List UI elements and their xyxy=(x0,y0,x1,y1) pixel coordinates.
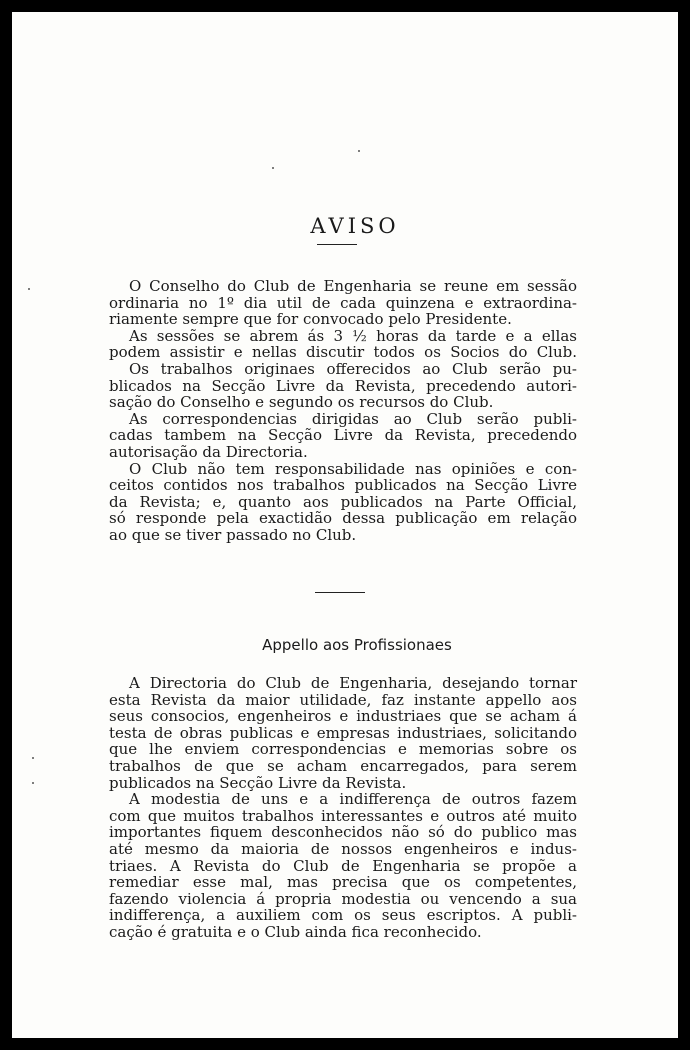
appello-line: com que muitos trabalhos interessantes e outros até muito xyxy=(109,806,577,825)
section-rule xyxy=(315,592,365,593)
aviso-line: da Revista; e, quanto aos publicados na Parte Official, xyxy=(109,492,577,511)
title-rule xyxy=(317,244,357,245)
appello-line: cação é gratuita e o Club ainda fica reconhecido. xyxy=(109,922,482,941)
appello-title: Appello aos Profissionaes xyxy=(262,636,452,654)
aviso-line: As correspondencias dirigidas ao Club serão publi- xyxy=(129,409,577,428)
aviso-line: cadas tambem na Secção Livre da Revista, precedendo xyxy=(109,426,577,445)
scan-speck xyxy=(32,782,34,784)
appello-line: testa de obras publicas e empresas industriaes, solicitando xyxy=(109,723,577,742)
appello-line: esta Revista da maior utilidade, faz instante appello aos xyxy=(109,690,577,709)
aviso-line: ao que se tiver passado no Club. xyxy=(109,525,357,544)
appello-line: publicados na Secção Livre da Revista. xyxy=(109,773,407,792)
appello-line: remediar esse mal, mas precisa que os competentes, xyxy=(109,873,577,892)
appello-line: até mesmo da maioria de nossos engenheiros e indus- xyxy=(109,839,577,858)
document-page xyxy=(12,12,678,1038)
appello-line: importantes fiquem desconhecidos não só do publico mas xyxy=(109,823,577,842)
aviso-body xyxy=(109,278,577,544)
aviso-line: blicados na Secção Livre da Revista, precedendo autori- xyxy=(109,376,577,395)
scan-speck xyxy=(32,757,34,759)
aviso-line: ordinaria no 1º dia util de cada quinzena e extraordina- xyxy=(109,293,577,312)
aviso-line: As sessões se abrem ás 3 ½ horas da tarde e a ellas xyxy=(129,326,577,345)
aviso-line: riamente sempre que for convocado pelo Presidente. xyxy=(109,310,512,329)
appello-line: A Directoria do Club de Engenharia, desejando tornar xyxy=(129,674,577,692)
appello-line: seus consocios, engenheiros e industriaes que se acham á xyxy=(109,707,577,726)
scan-speck xyxy=(358,150,360,152)
scan-speck xyxy=(28,288,30,290)
aviso-line: O Club não tem responsabilidade nas opiniões e con- xyxy=(129,459,577,478)
aviso-title: AVISO xyxy=(310,214,400,238)
appello-line: trabalhos de que se acham encarregados, para serem xyxy=(109,756,577,775)
aviso-line: sação do Conselho e segundo os recursos do Club. xyxy=(109,393,494,412)
aviso-line: ceitos contidos nos trabalhos publicados na Secção Livre xyxy=(109,476,577,495)
aviso-line: O Conselho do Club de Engenharia se reune em sessão xyxy=(129,277,577,295)
appello-body xyxy=(109,675,577,941)
aviso-line: só responde pela exactidão dessa publicação em relação xyxy=(109,509,577,528)
aviso-line: autorisação da Directoria. xyxy=(109,442,308,461)
appello-line: triaes. A Revista do Club de Engenharia se propõe a xyxy=(109,856,577,875)
appello-line: indifferença, a auxiliem com os seus escriptos. A publi- xyxy=(109,906,577,925)
aviso-line: podem assistir e nellas discutir todos os Socios do Club. xyxy=(109,343,577,362)
appello-line: fazendo violencia á propria modestia ou vencendo a sua xyxy=(109,889,577,908)
appello-line: que lhe enviem correspondencias e memorias sobre os xyxy=(109,740,577,759)
scan-speck xyxy=(272,167,274,169)
aviso-line: Os trabalhos originaes offerecidos ao Club serão pu- xyxy=(129,359,577,378)
appello-line: A modestia de uns e a indifferença de outros fazem xyxy=(129,790,577,809)
